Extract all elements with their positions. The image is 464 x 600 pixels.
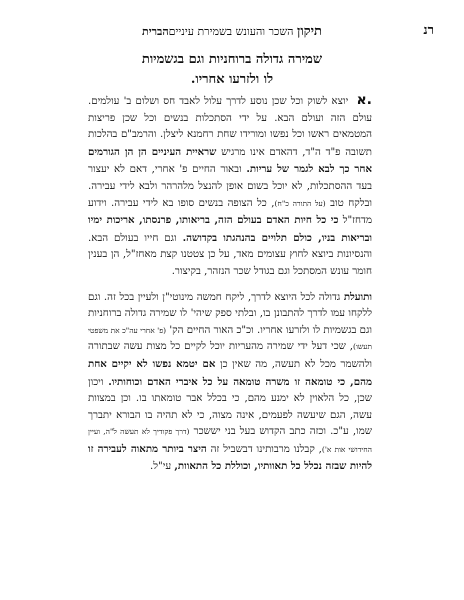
paragraph-b-text-2: , שכי דעל ידי שמירה מהעריות יוכל לקיים כל מצות עשה שבתורה ולהשמר מכל לא תעשה, מה שאין כן — [88, 341, 372, 370]
paragraph-a-source-note: (על התורה כ"ח) — [274, 198, 326, 208]
paragraph-a-emphasis-1: שראיית העיניים הן הן הגורמים אחר כך לבא לגמר של עריות. — [88, 145, 372, 176]
paragraph-b-text-5: עי"ל. — [150, 461, 172, 473]
paragraph-b-emphasis-2: היצר ביותר מתאוה לעבירה זו להיות שבזה נכלל כל תאוותיו, וכוללת כל התאוות, — [88, 442, 372, 473]
paragraph-a-text-4: וגם חייו בעולם הבא. והנסיונות ביוצא לחוץ עצומים מאד, על כן צטטנו קצת מאחז"ל, הן בענין חומר עונש המסתכל וגם בגודל שכר הנזהר, בקיצור. — [88, 232, 372, 277]
paragraph-a-text-2: ובאור החיים פ' אחרי, דאם לא יעצור בעד ההסתכלות, לא יוכל בשום אופן להנצל מלהרהר ולבא לידי עבירה. ובלקח טוב — [88, 164, 373, 209]
paragraph-b-lead-word: ותועלת — [343, 290, 372, 303]
chapter-heading — [90, 50, 374, 90]
paragraph-b-source-note-1: (פ' אחרי עה"כ את משפטי תעשו) — [88, 325, 372, 352]
paragraph-b-text-1: גדולה לכל היוצא לדרך, ליקח חמשה מינוטי"ן ולעיין בכל זה. וגם ללקחו עמו לדרך להתבונן בו, ובלתי ספק שיהי' לו שמירה גדולה ברוחניות וגם בגשמיות לו ולזרעו אחריו. וכ"כ האור החיים הק' — [88, 291, 372, 336]
chapter-heading-line-2: לו ולזרעו אחריו. — [190, 72, 274, 87]
paragraph-b — [88, 289, 372, 477]
running-title — [92, 23, 372, 39]
running-title-subtitle-bold: הברית — [142, 25, 169, 38]
running-header — [92, 20, 434, 40]
page-number: רנ — [423, 23, 434, 38]
paragraph-a-text-1: יוצא לשוק וכל שכן נוסע לדרך עלול לאבד חס ושלום ב' עולמים. עולם הזה ועולם הבא. על ידי הסתכלות בנשים וכל שכן פריצות המטמאים ראשו וכל נפשו ומורידו שחת רחמנא ליצלן. והרמב"ם בהלכות תשובה פ"ד ה"ד, דהאדם אינו מרגיש — [88, 96, 372, 158]
chapter-heading-line-1: שמירה גדולה ברוחניות וגם בגשמיות — [141, 52, 323, 67]
paragraph-a — [88, 92, 372, 281]
paragraph-a-emphasis-2: כי כל חיות האדם בעולם הזה, בריאותו, פרנסתו, אריכות ימיו ובריאות בניו, כולם תלויים בהנהגתו בקדושה. — [88, 214, 372, 244]
paragraph-b-text-3: ויכון שכן, כל הלאוין לא ימנע מהם, כי בכלל אבר טומאתו בו. וכן במצוות עשה, הגם שיעשה לפעמים, אינה מצוה, כי לא תהיה בו הבורא יתברך שמו, ע"כ. וכזה כתב הקדוש בעל בני יששכר — [88, 376, 372, 438]
body-text — [88, 92, 372, 476]
paragraph-b-source-note-2: (דרך פקודיך לא תעשה ל"ה, ועיין החידושי אות א') — [88, 427, 372, 454]
paragraph-b-emphasis-1: אם יטמא נפשו לא יקיים אחת מהם, כי טומאה זו משרה טומאה על כל איברי האדם וכוחותיו. — [88, 357, 372, 388]
paragraph-b-text-4: , קבלנו מרבותינו דבשביל זה — [210, 443, 322, 455]
running-title-main: תיקון — [297, 24, 322, 39]
running-title-subtitle: השכר והעונש בשמירת עיניים — [168, 25, 294, 38]
paragraph-letter: א. — [356, 92, 372, 108]
paragraph-a-text-3: , כל הצופה בנשים סופו בא לידי עבירה. וידוע מדחז"ל — [88, 197, 372, 227]
